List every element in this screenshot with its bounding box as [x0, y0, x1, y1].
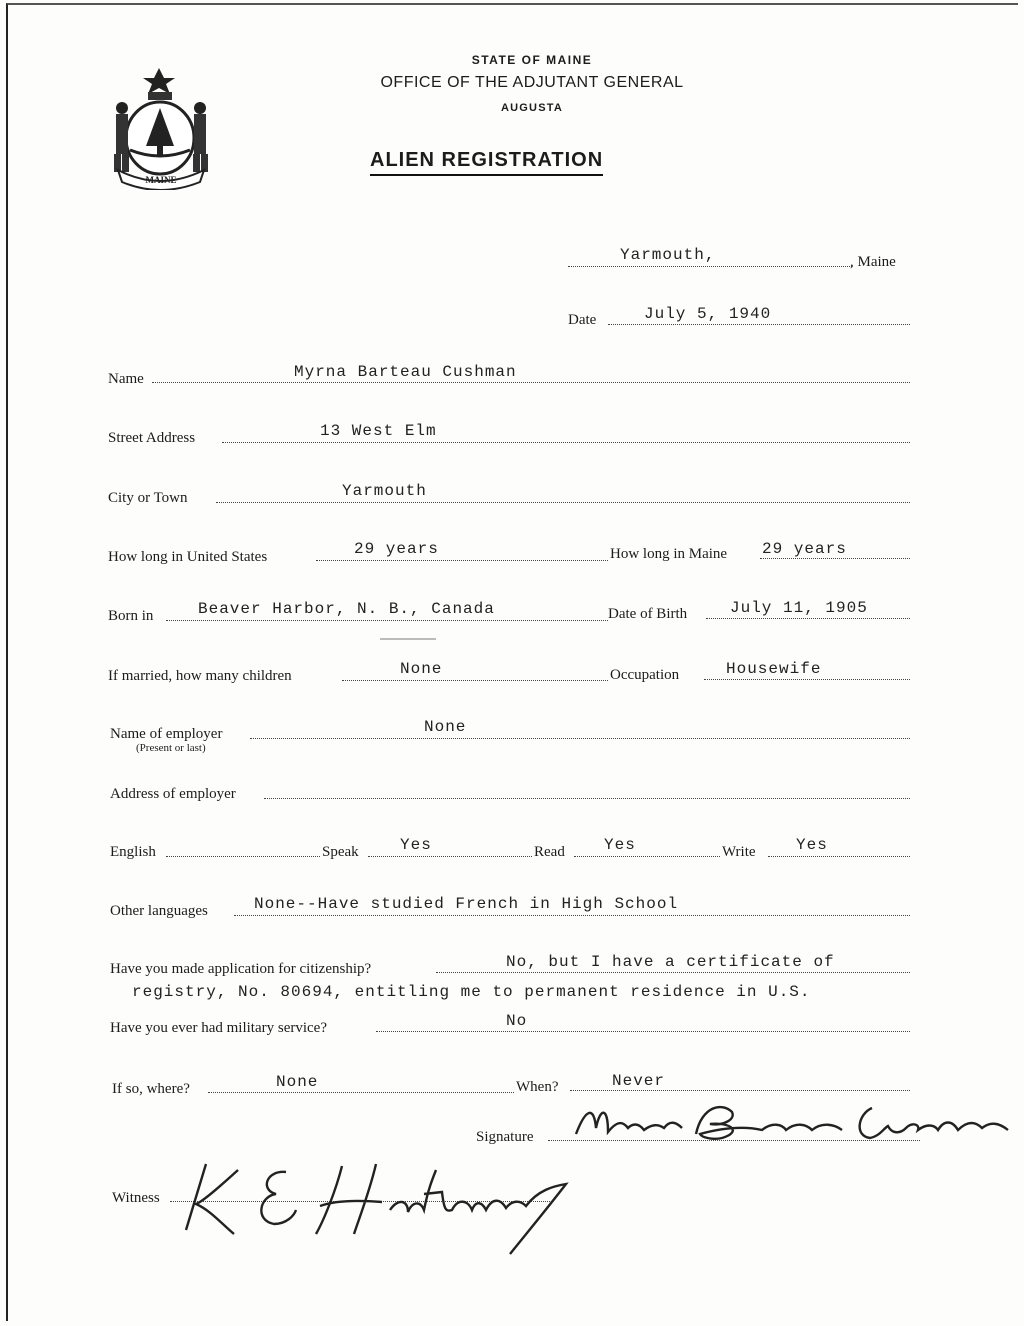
how-long-us-label: How long in United States: [108, 549, 268, 565]
children-label: If married, how many children: [108, 668, 292, 684]
signature-handwriting: [572, 1098, 1020, 1154]
born-in-value: Beaver Harbor, N. B., Canada: [198, 600, 495, 618]
how-long-maine-line: [760, 558, 910, 559]
occupation-value: Housewife: [726, 660, 822, 678]
read-value: Yes: [604, 836, 636, 854]
other-languages-line: [234, 915, 910, 916]
date-value: July 5, 1940: [644, 305, 772, 323]
read-label: Read: [534, 844, 565, 860]
english-label: English: [110, 844, 156, 860]
location-line: [568, 266, 852, 267]
children-value: None: [400, 660, 443, 678]
how-long-us-line: [316, 560, 608, 561]
header-city: AUGUSTA: [501, 102, 563, 114]
english-line: [166, 856, 320, 857]
erased-mark: [380, 638, 436, 640]
military-label: Have you ever had military service?: [110, 1020, 327, 1036]
city-label: City or Town: [108, 490, 188, 506]
speak-line: [368, 856, 532, 857]
write-line: [768, 856, 910, 857]
employer-address-line: [264, 798, 910, 799]
citizenship-label: Have you made application for citizenship?: [110, 961, 372, 977]
form-title: ALIEN REGISTRATION: [370, 149, 603, 176]
dob-line: [706, 618, 910, 619]
city-value: Yarmouth: [342, 482, 427, 500]
citizenship-value: No, but I have a certificate of: [506, 953, 835, 971]
witness-label: Witness: [112, 1190, 160, 1206]
name-label: Name: [108, 371, 144, 387]
location-suffix: , Maine: [850, 254, 896, 270]
employer-label: Name of employer: [110, 726, 223, 742]
how-long-us-value: 29 years: [354, 540, 439, 558]
street-label: Street Address: [108, 430, 196, 446]
header-state: STATE OF MAINE: [471, 53, 593, 67]
occupation-line: [704, 679, 910, 680]
witness-signature-handwriting: [176, 1150, 586, 1260]
name-value: Myrna Barteau Cushman: [294, 363, 517, 381]
employer-value: None: [424, 718, 467, 736]
read-line: [574, 856, 720, 857]
citizenship-line: [436, 972, 910, 973]
dob-label: Date of Birth: [608, 606, 688, 622]
speak-value: Yes: [400, 836, 432, 854]
city-line: [216, 502, 910, 503]
when-value: Never: [612, 1072, 666, 1090]
speak-label: Speak: [322, 844, 359, 860]
when-label: When?: [516, 1079, 559, 1095]
street-value: 13 West Elm: [320, 422, 437, 440]
employer-line: [250, 738, 910, 739]
where-value: None: [276, 1073, 319, 1091]
employer-note: (Present or last): [136, 742, 206, 754]
employer-address-label: Address of employer: [110, 786, 236, 802]
born-in-line: [166, 620, 608, 621]
children-line: [342, 680, 608, 681]
citizenship-value-continued: registry, No. 80694, entitling me to permanent residence in U.S.: [132, 983, 811, 1001]
other-languages-label: Other languages: [110, 903, 208, 919]
svg-text:MAINE: MAINE: [145, 175, 177, 185]
location-value: Yarmouth,: [620, 246, 716, 264]
street-line: [222, 442, 910, 443]
signature-label: Signature: [476, 1129, 534, 1145]
date-line: [608, 324, 910, 325]
write-value: Yes: [796, 836, 828, 854]
header-office: OFFICE OF THE ADJUTANT GENERAL: [380, 74, 684, 91]
military-line: [376, 1031, 910, 1032]
dob-value: July 11, 1905: [730, 599, 868, 617]
date-label: Date: [568, 312, 597, 328]
how-long-maine-value: 29 years: [762, 540, 847, 558]
born-in-label: Born in: [108, 608, 154, 624]
where-line: [208, 1092, 514, 1093]
military-value: No: [506, 1012, 528, 1030]
how-long-maine-label: How long in Maine: [610, 546, 728, 562]
other-languages-value: None--Have studied French in High School: [254, 895, 679, 913]
name-line: [152, 382, 910, 383]
where-label: If so, where?: [112, 1081, 190, 1097]
write-label: Write: [722, 844, 756, 860]
occupation-label: Occupation: [610, 667, 680, 683]
when-line: [570, 1090, 910, 1091]
